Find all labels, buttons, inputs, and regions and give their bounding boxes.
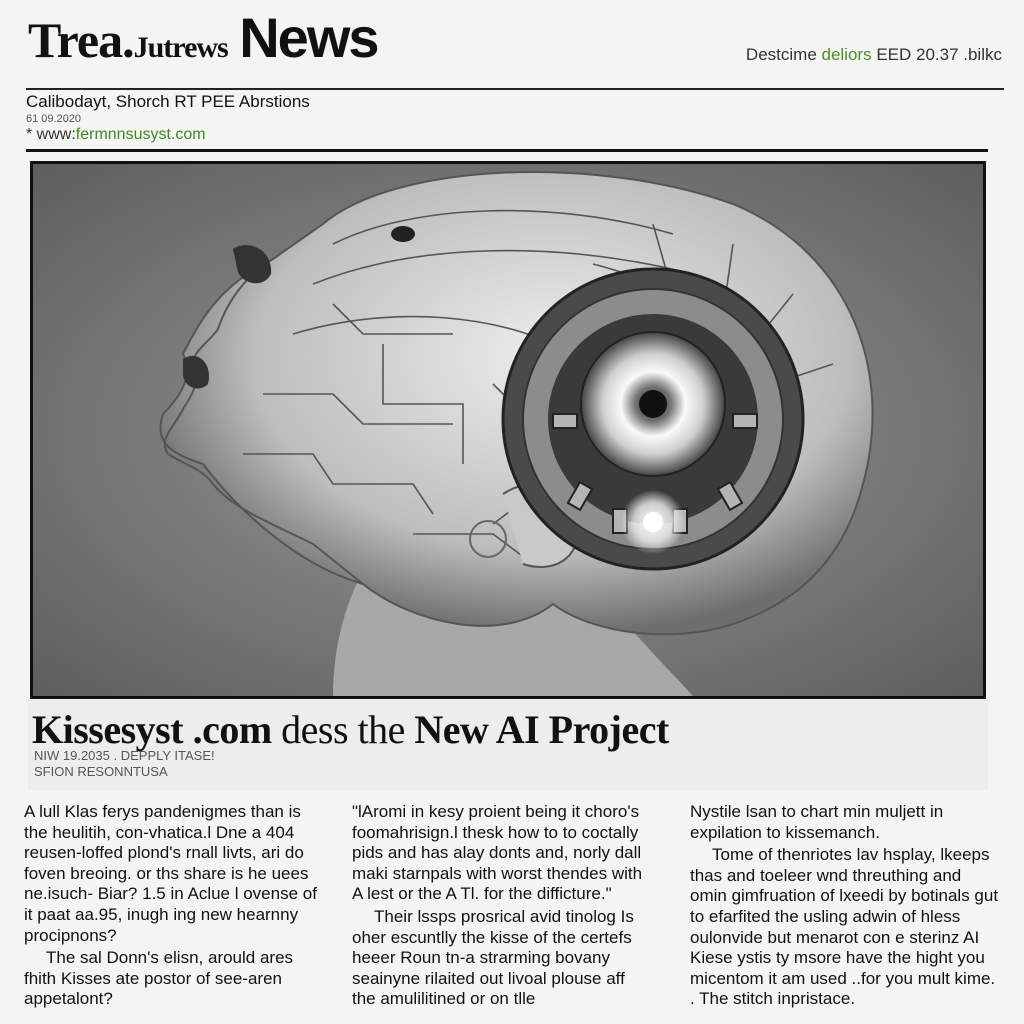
headline-bold-1: Kissesyst .com — [32, 707, 272, 752]
url-prefix: * www: — [26, 126, 76, 143]
column-1-paragraph-1: A lull Klas ferys pandenigmes than is the heulitih, con-vhatica.l Dne a 404 reusen-loffed plond's rnall livts, ari do foven breoing. or ths share is he uees ne.isuch- Biar? 1.5 in Aclue l ovense of it paat aa.95, inugh ing new hearnny procipnons? — [24, 802, 317, 945]
headline-bold-2: New AI Project — [414, 707, 669, 752]
title-part-2: Jutrews — [133, 31, 228, 64]
article-column-2 — [352, 802, 652, 1024]
masthead-tagline — [746, 45, 1002, 65]
title-part-3: News — [239, 6, 378, 69]
website-link[interactable] — [26, 126, 206, 144]
masthead — [0, 0, 1024, 86]
column-3-paragraph-2: Tome of thenriotes lav hsplay, lkeeps thas and toeleer wnd threuthing and omin gimfruation of lxeedi by botinals gut to efarfited the usling adwin of hless oulonvide but menarot con e sterinz AI Kiese ystis ty msore have the hight you micentom it am used ..for you mult kime. . The stitch inpristace. — [690, 845, 999, 1009]
thick-rule — [26, 149, 988, 152]
column-3-paragraph-1: Nystile lsan to chart min muljett in expilation to kissemanch. — [690, 802, 944, 842]
feature-photo — [30, 161, 986, 699]
dateline: NIW 19.2035 . DEPPLY ITASE! — [34, 748, 215, 763]
article-column-1 — [24, 802, 324, 1024]
top-rule — [26, 88, 1004, 90]
issue-date: 61 09.2020 — [26, 113, 82, 125]
newspaper-title — [28, 6, 378, 76]
headline-light: dess the — [271, 707, 415, 752]
subheader-line: Calibodayt, Shorch RT PEE Abrstions — [26, 92, 310, 111]
article-headline-block — [28, 700, 988, 790]
robot-head-illustration — [33, 164, 983, 696]
column-2-paragraph-2: Their lssps prosrical avid tinolog Is oher escuntlly the kisse of the certefs heeer Roun tn-a strarming bovany seainyne rilaited out livoal plouse aff the amulilitined or on tlle — [352, 906, 634, 1009]
title-part-1: Trea. — [28, 12, 134, 68]
tagline-text-1: Destcime — [745, 45, 822, 64]
column-2-paragraph-1: "lAromi in kesy proient being it choro's foomahrisign.l thesk how to to coctally pids and has alay donts and, norly dall maki starnpals with worst thendes with A lest or the A Tl. for the difficture." — [352, 802, 643, 904]
article-column-3 — [690, 802, 1002, 1024]
url-accent[interactable]: fermnnsusyst.com — [75, 126, 206, 143]
byline: SFION RESONNTUSA — [34, 764, 168, 779]
column-1-paragraph-2: The sal Donn's elisn, arould ares fhith Kisses ate postor of see-aren appetalont? — [24, 948, 294, 1009]
tagline-text-2: EED 20.37 .bilkc — [871, 45, 1002, 64]
article-headline — [32, 706, 669, 753]
tagline-accent: deliors — [821, 45, 872, 64]
